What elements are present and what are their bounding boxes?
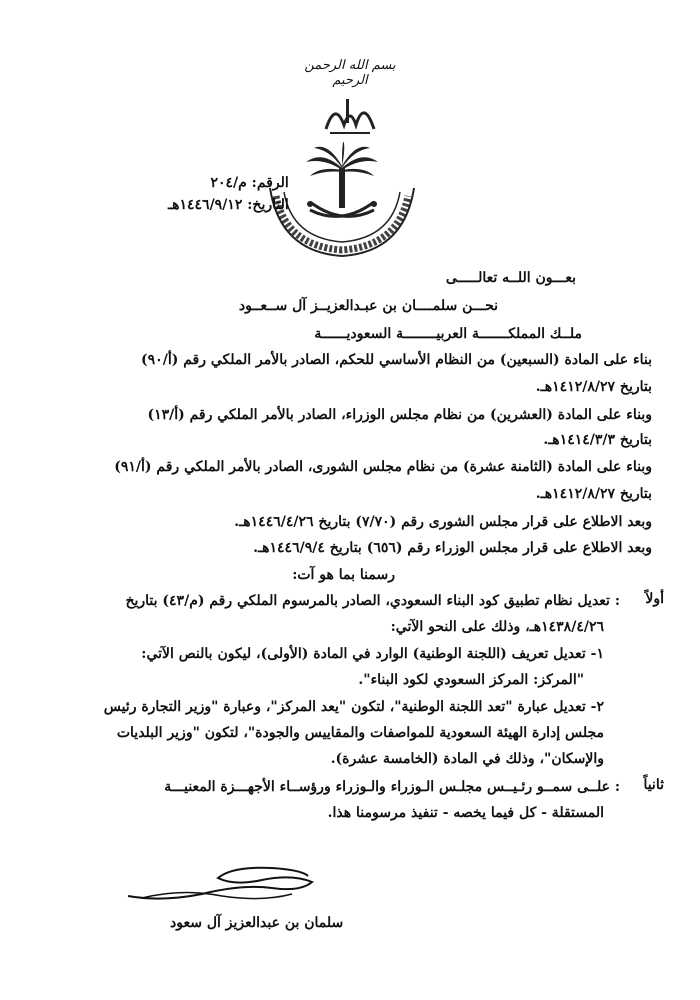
item-first-line-2: ١٤٣٨/٤/٢٦هـ، وذلك على النحو الآتي: xyxy=(390,619,604,635)
preamble-5: وبعد الاطلاع على قرار مجلس الوزراء رقم (٦٥٦) بتاريخ ١٤٤٦/٩/٤هـ. xyxy=(253,540,652,556)
handwritten-signature xyxy=(122,858,322,908)
reference-block xyxy=(168,172,289,216)
basmala: بسم الله الرحمن الرحيم xyxy=(304,58,396,88)
item-first-sub-1-line-1: ١- تعديل تعريف (اللجنة الوطنية) الوارد في المادة (الأولى)، ليكون بالنص الآتي: xyxy=(141,646,604,662)
reference-number: الرقم: م/٢٠٤ xyxy=(210,175,289,191)
opening-line-2: نحـــن سلمــــان بن عبـدالعزيــز آل ســعــود xyxy=(238,298,498,314)
shahada-calligraphy xyxy=(320,95,380,137)
preamble-3-line-2: بتاريخ ١٤١٢/٨/٢٧هـ. xyxy=(535,486,652,502)
item-first-label: أولاً xyxy=(645,591,664,607)
preamble-3-line-1: وبناء على المادة (الثامنة عشرة) من نظام مجلس الشورى، الصادر بالأمر الملكي رقم (أ/٩١) xyxy=(114,459,652,475)
preamble-1-line-2: بتاريخ ١٤١٢/٨/٢٧هـ. xyxy=(535,379,652,395)
item-second-label: ثانياً xyxy=(643,777,664,793)
preamble-2-line-1: وبناء على المادة (العشرين) من نظام مجلس الوزراء، الصادر بالأمر الملكي رقم (أ/١٣) xyxy=(147,407,652,423)
item-first-line-1: : تعديل نظام تطبيق كود البناء السعودي، الصادر بالمرسوم الملكي رقم (م/٤٣) بتاريخ xyxy=(125,593,620,609)
preamble-4: وبعد الاطلاع على قرار مجلس الشورى رقم (٧/٧٠) بتاريخ ١٤٤٦/٤/٢٦هـ. xyxy=(234,514,652,530)
palm-tree-icon xyxy=(306,142,378,208)
item-first-sub-2-line-1: ٢- تعديل عبارة "تعد اللجنة الوطنية"، لتكون "يعد المركز"، وعبارة "وزير التجارة رئيس xyxy=(103,699,604,715)
item-first-sub-2-line-3: والإسكان"، وذلك في المادة (الخامسة عشرة). xyxy=(330,751,604,767)
preamble-1-line-1: بناء على المادة (السبعين) من النظام الأساسي للحكم، الصادر بالأمر الملكي رقم (أ/٩٠) xyxy=(141,352,652,368)
reference-date: التاريخ: ١٤٤٦/٩/١٢هـ xyxy=(168,197,289,213)
item-first-sub-2-line-2: مجلس إدارة الهيئة السعودية للمواصفات والمقاييس والجودة"، لتكون "وزير البلديات xyxy=(116,725,604,741)
item-second-line-1: : علــى سمــو رئـيــس مجلـس الـوزراء والـوزراء ورؤســاء الأجهـــزة المعنيـــة xyxy=(164,779,620,795)
opening-line-3: ملــك المملكـــــــة العربيــــــــة السعوديــــــة xyxy=(314,326,582,342)
item-first-sub-1-line-2: "المركز: المركز السعودي لكود البناء". xyxy=(358,672,584,688)
preamble-2-line-2: بتاريخ ١٤١٤/٣/٣هـ. xyxy=(543,432,652,448)
item-second-line-2: المستقلة - كل فيما يخصه - تنفيذ مرسومنا هذا. xyxy=(327,805,604,821)
opening-line-1: بعـــون اللــه تعالـــــى xyxy=(445,270,576,286)
decree-heading: رسمنا بما هو آت: xyxy=(292,567,395,583)
signatory-name: سلمان بن عبدالعزيز آل سعود xyxy=(170,915,344,931)
